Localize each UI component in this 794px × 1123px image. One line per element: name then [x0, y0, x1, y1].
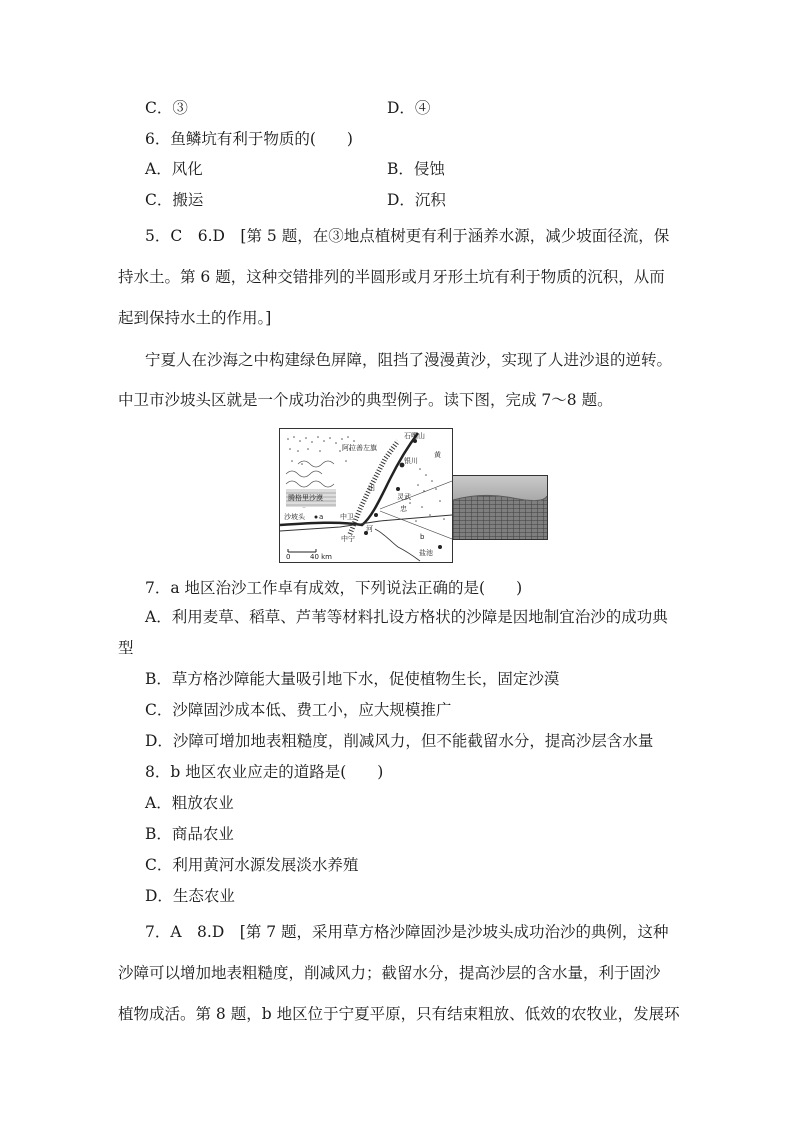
q7-option-c: C．沙障固沙成本低、费工小，应大规模推广 [145, 701, 452, 719]
map-label-shapotou: 沙坡头 [284, 513, 305, 521]
map-label-zhong: 忠 [400, 505, 407, 513]
answer-78-line2: 沙障可以增加地表粗糙度，削减风力；截留水分，提高沙层的含水量，利于固沙 [118, 964, 661, 982]
answer-78-line3: 植物成活。第 8 题，b 地区位于宁夏平原，只有结束粗放、低效的农牧业，发展环 [118, 1005, 680, 1023]
map-label-shizuishan: 石嘴山 [404, 432, 425, 440]
passage-line2: 中卫市沙坡头区就是一个成功治沙的典型例子。读下图，完成 7～8 题。 [118, 391, 613, 409]
q7-option-d: D．沙障可增加地表粗糙度，削减风力，但不能截留水分，提高沙层含水量 [145, 732, 654, 750]
q6-option-c: C．搬运 [145, 191, 204, 209]
map-label-zhongning: 中宁 [341, 535, 355, 543]
map-label-shan: 山 [368, 484, 375, 492]
answer-56-line3: 起到保持水土的作用。] [118, 309, 272, 327]
q5-option-d: D．④ [387, 99, 431, 117]
q8-option-d: D．生态农业 [145, 887, 235, 905]
q7-stem: 7．a 地区治沙工作卓有成效，下列说法正确的是( ) [145, 579, 523, 597]
map-label-zhongwei: 中卫 [340, 513, 354, 521]
answer-78-line1: 7．A 8.D [第 7 题，采用草方格沙障固沙是沙坡头成功治沙的典例，这种 [145, 923, 669, 941]
scale-label-40km: 40 km [310, 553, 333, 561]
map-label-lingwu: 灵武 [397, 493, 411, 501]
map-label-huang: 黄 [434, 451, 441, 459]
answer-56-line2: 持水土。第 6 题，这种交错排列的半圆形或月牙形土坑有利于物质的沉积，从而 [118, 268, 665, 286]
q5-option-c: C．③ [145, 99, 188, 117]
passage-line1: 宁夏人在沙海之中构建绿色屏障，阻挡了漫漫黄沙，实现了人进沙退的逆转。 [145, 351, 673, 369]
map-label-a: a [319, 513, 324, 521]
figure [279, 428, 549, 564]
q8-option-a: A．粗放农业 [145, 794, 234, 812]
q6-option-a: A．风化 [145, 160, 203, 178]
map-label-tengger: 腾格里沙漠 [288, 494, 323, 502]
map-label-he: 河 [366, 525, 373, 533]
q6-option-d: D．沉积 [387, 191, 446, 209]
map-label-yinchuan: 银川 [404, 457, 418, 465]
scale-label-zero: 0 [286, 553, 291, 561]
q6-option-b: B．侵蚀 [387, 160, 445, 178]
map [279, 428, 453, 563]
q7-option-a-line2: 型 [118, 639, 134, 657]
photo-graphic [453, 476, 547, 539]
answer-56-line1: 5．C 6.D [第 5 题，在③地点植树更有利于涵养水源，减少坡面径流，保 [145, 227, 670, 245]
q8-stem: 8．b 地区农业应走的道路是( ) [145, 763, 384, 781]
q8-option-c: C．利用黄河水源发展淡水养殖 [145, 856, 359, 874]
q6-stem: 6．鱼鳞坑有利于物质的( ) [145, 130, 353, 148]
sand-barrier-photo [452, 475, 548, 540]
map-label-b: b [420, 533, 425, 541]
q7-option-a-line1: A．利用麦草、稻草、芦苇等材料扎设方格状的沙障是因地制宜治沙的成功典 [145, 608, 668, 626]
map-label-alashan: 阿拉善左旗 [342, 444, 377, 452]
q8-option-b: B．商品农业 [145, 825, 234, 843]
map-label-yanchi: 盐池 [419, 549, 433, 557]
q7-option-b: B．草方格沙障能大量吸引地下水，促使植物生长，固定沙漠 [145, 670, 560, 688]
